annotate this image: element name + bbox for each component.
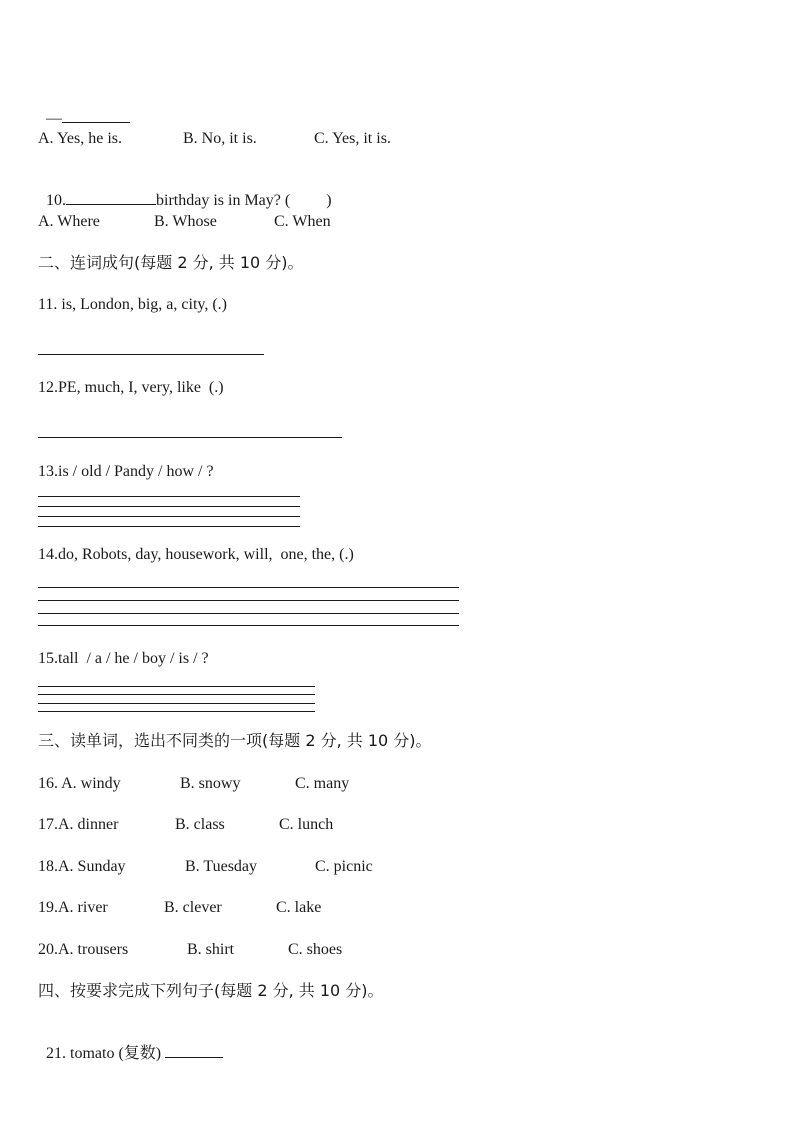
section-4-heading: 四、按要求完成下列句子(每题 2 分, 共 10 分)。	[38, 981, 384, 1000]
q16-option-a: 16. A. windy	[38, 775, 121, 792]
q11-answer-line[interactable]	[38, 354, 264, 355]
q10-blank[interactable]	[66, 190, 156, 205]
q10-close-paren: )	[326, 192, 332, 209]
q13-answer-line[interactable]	[38, 506, 300, 507]
q19-option-a: 19.A. river	[38, 899, 108, 916]
question-13: 13.is / old / Pandy / how / ?	[38, 463, 214, 480]
question-14: 14.do, Robots, day, housework, will, one, the, (.)	[38, 546, 354, 563]
question-21	[38, 1023, 223, 1064]
q17-option-a: 17.A. dinner	[38, 816, 119, 833]
question-12: 12.PE, much, I, very, like (.)	[38, 379, 224, 396]
q17-option-c: C. lunch	[279, 816, 334, 833]
q19-option-c: C. lake	[276, 899, 322, 916]
q10-option-c: C. When	[274, 213, 331, 230]
q9-option-c: C. Yes, it is.	[314, 130, 391, 147]
q20-option-c: C. shoes	[288, 941, 343, 958]
q21-text: 21. tomato (复数)	[46, 1045, 166, 1062]
question-15: 15.tall / a / he / boy / is / ?	[38, 650, 209, 667]
q10-option-b: B. Whose	[154, 213, 217, 230]
q15-answer-line[interactable]	[38, 686, 315, 687]
q18-option-a: 18.A. Sunday	[38, 858, 126, 875]
q14-answer-line[interactable]	[38, 600, 459, 601]
q14-answer-line[interactable]	[38, 587, 459, 588]
q17-option-b: B. class	[175, 816, 225, 833]
section-3-heading: 三、读单词，选出不同类的一项(每题 2 分, 共 10 分)。	[38, 731, 432, 750]
q13-answer-line[interactable]	[38, 496, 300, 497]
q18-option-c: C. picnic	[315, 858, 373, 875]
dash: —	[46, 110, 62, 127]
section-2-heading: 二、连词成句(每题 2 分, 共 10 分)。	[38, 253, 304, 272]
q18-option-b: B. Tuesday	[185, 858, 258, 875]
q21-blank[interactable]	[165, 1043, 223, 1058]
q16-option-b: B. snowy	[180, 775, 241, 792]
q9-option-a: A. Yes, he is.	[38, 130, 123, 147]
q12-answer-line[interactable]	[38, 437, 342, 438]
q10-text: birthday is in May? (	[156, 192, 291, 209]
q20-option-b: B. shirt	[187, 941, 235, 958]
q15-answer-line[interactable]	[38, 703, 315, 704]
q16-option-c: C. many	[295, 775, 350, 792]
q9-option-b: B. No, it is.	[183, 130, 257, 147]
q20-option-a: 20.A. trousers	[38, 941, 129, 958]
answer-dash-line	[38, 88, 130, 129]
q15-answer-line[interactable]	[38, 694, 315, 695]
q19-option-b: B. clever	[164, 899, 222, 916]
q13-answer-line[interactable]	[38, 516, 300, 517]
q15-answer-line[interactable]	[38, 711, 315, 712]
question-10	[38, 170, 332, 211]
q10-number: 10.	[46, 192, 66, 209]
q13-answer-line[interactable]	[38, 526, 300, 527]
q10-option-a: A. Where	[38, 213, 100, 230]
q14-answer-line[interactable]	[38, 625, 459, 626]
answer-blank[interactable]	[62, 108, 130, 123]
q14-answer-line[interactable]	[38, 613, 459, 614]
question-11: 11. is, London, big, a, city, (.)	[38, 296, 228, 313]
